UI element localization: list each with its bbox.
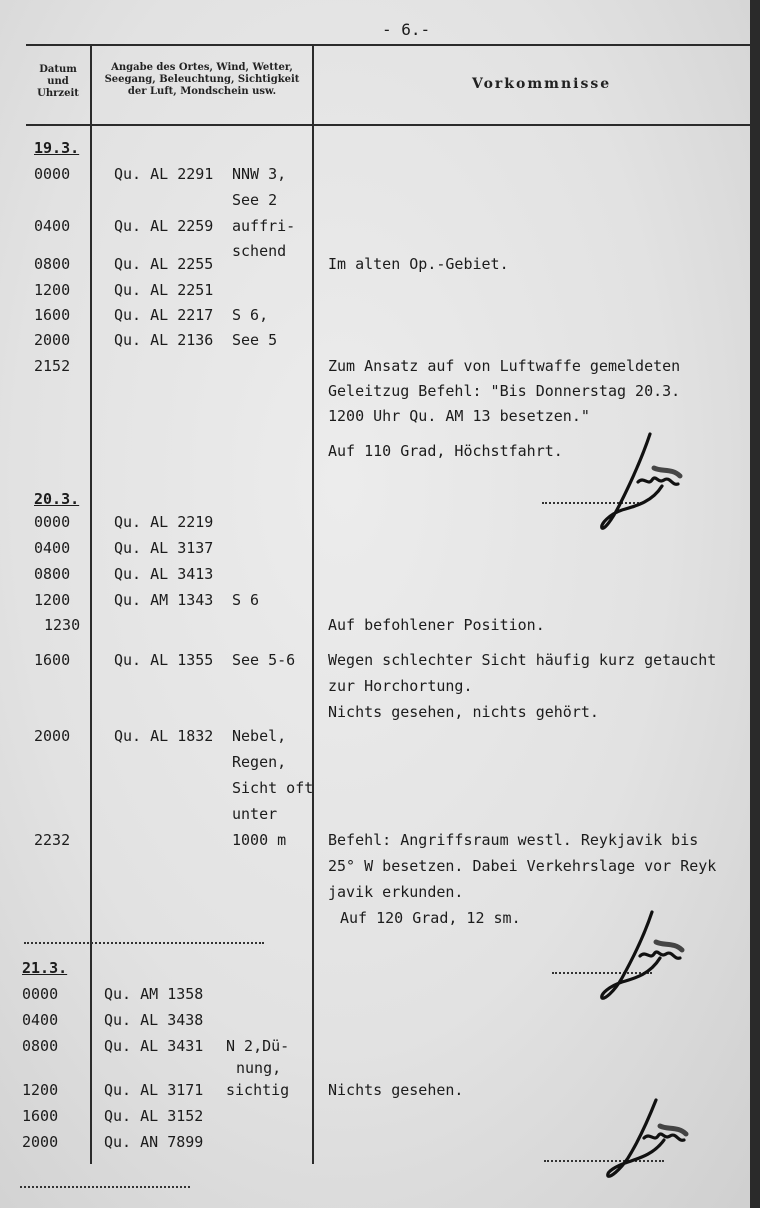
page-number: - 6.- — [382, 20, 431, 39]
event-line: Auf 120 Grad, 12 sm. — [340, 909, 521, 927]
time-cell: 1600 — [34, 651, 71, 669]
time-cell: 2232 — [34, 831, 71, 849]
time-cell: 1600 — [22, 1107, 59, 1125]
event-line: Auf befohlener Position. — [328, 616, 545, 634]
signature-icon — [592, 428, 692, 540]
position-cell: Qu. AL 2217 — [114, 306, 214, 324]
time-cell: 0000 — [34, 165, 71, 183]
event-line: Nichts gesehen. — [328, 1081, 464, 1099]
weather-cell: See 5 — [232, 331, 278, 349]
weather-cell: nung, — [236, 1059, 282, 1077]
position-cell: Qu. AL 2219 — [114, 513, 214, 531]
time-cell: 1200 — [22, 1081, 59, 1099]
weather-cell: S 6, — [232, 306, 269, 324]
position-cell: Qu. AL 2259 — [114, 217, 214, 235]
weather-cell: NNW 3, — [232, 165, 287, 183]
time-cell: 2000 — [34, 331, 71, 349]
position-cell: Qu. AM 1343 — [114, 591, 214, 609]
column-divider-2 — [312, 44, 314, 1164]
header-events: Vorkommnisse — [472, 76, 612, 92]
time-cell: 2000 — [34, 727, 71, 745]
header-date-line-2: und — [47, 76, 69, 87]
weather-cell: See 2 — [232, 191, 278, 209]
weather-cell: auffri- — [232, 217, 296, 235]
position-cell: Qu. AL 3137 — [114, 539, 214, 557]
header-location-line-3: der Luft, Mondschein usw. — [127, 86, 277, 97]
event-line: Im alten Op.-Gebiet. — [328, 255, 509, 273]
date-21-3: 21.3. — [22, 959, 68, 977]
weather-cell: Sicht oft — [232, 779, 314, 797]
weather-cell: 1000 m — [232, 831, 287, 849]
dotted-rule — [24, 942, 264, 944]
event-line: Befehl: Angriffsraum westl. Reykjavik bis — [328, 831, 699, 849]
weather-cell: unter — [232, 805, 278, 823]
position-cell: Qu. AL 2136 — [114, 331, 214, 349]
time-cell: 0800 — [34, 255, 71, 273]
event-line: Zum Ansatz auf von Luftwaffe gemeldeten — [328, 357, 681, 375]
event-line: Geleitzug Befehl: "Bis Donnerstag 20.3. — [328, 382, 681, 400]
event-line: zur Horchortung. — [328, 677, 473, 695]
time-cell: 0400 — [34, 539, 71, 557]
time-cell: 1230 — [44, 616, 81, 634]
event-line: Wegen schlechter Sicht häufig kurz getaucht — [328, 651, 717, 669]
weather-cell: See 5-6 — [232, 651, 296, 669]
date-20-3: 20.3. — [34, 490, 80, 508]
time-cell: 0400 — [22, 1011, 59, 1029]
position-cell: Qu. AL 3431 — [104, 1037, 204, 1055]
position-cell: Qu. AL 2251 — [114, 281, 214, 299]
position-cell: Qu. AM 1358 — [104, 985, 204, 1003]
event-line: Auf 110 Grad, Höchstfahrt. — [328, 442, 563, 460]
header-location-line-2: Seegang, Beleuchtung, Sichtigkeit — [104, 74, 300, 85]
header-rule — [26, 124, 750, 126]
top-rule — [26, 44, 750, 46]
weather-cell: sichtig — [226, 1081, 290, 1099]
event-line: 25° W besetzen. Dabei Verkehrslage vor Reyk — [328, 857, 717, 875]
event-line: Nichts gesehen, nichts gehört. — [328, 703, 599, 721]
position-cell: Qu. AL 2255 — [114, 255, 214, 273]
time-cell: 2152 — [34, 357, 71, 375]
weather-cell: Regen, — [232, 753, 287, 771]
position-cell: Qu. AL 1832 — [114, 727, 214, 745]
time-cell: 1200 — [34, 591, 71, 609]
column-divider-1 — [90, 44, 92, 1164]
page-edge-shadow — [750, 0, 760, 1208]
position-cell: Qu. AN 7899 — [104, 1133, 204, 1151]
time-cell: 0400 — [34, 217, 71, 235]
event-line: javik erkunden. — [328, 883, 464, 901]
weather-cell: Nebel, — [232, 727, 287, 745]
position-cell: Qu. AL 3438 — [104, 1011, 204, 1029]
weather-cell: schend — [232, 242, 287, 260]
header-date-line-3: Uhrzeit — [37, 88, 79, 99]
time-cell: 0000 — [22, 985, 59, 1003]
event-line: 1200 Uhr Qu. AM 13 besetzen." — [328, 407, 590, 425]
header-location-line-1: Angabe des Ortes, Wind, Wetter, — [111, 62, 293, 73]
weather-cell: N 2,Dü- — [226, 1037, 290, 1055]
signature-icon — [598, 1094, 696, 1186]
weather-cell: S 6 — [232, 591, 260, 609]
time-cell: 0800 — [22, 1037, 59, 1055]
time-cell: 2000 — [22, 1133, 59, 1151]
dotted-rule — [20, 1186, 190, 1188]
date-19-3: 19.3. — [34, 139, 80, 157]
position-cell: Qu. AL 3413 — [114, 565, 214, 583]
position-cell: Qu. AL 3171 — [104, 1081, 204, 1099]
header-date-time — [28, 64, 88, 100]
time-cell: 0800 — [34, 565, 71, 583]
position-cell: Qu. AL 1355 — [114, 651, 214, 669]
header-date-line-1: Datum — [39, 64, 77, 75]
position-cell: Qu. AL 3152 — [104, 1107, 204, 1125]
time-cell: 1600 — [34, 306, 71, 324]
signature-icon — [592, 906, 692, 1010]
time-cell: 0000 — [34, 513, 71, 531]
position-cell: Qu. AL 2291 — [114, 165, 214, 183]
time-cell: 1200 — [34, 281, 71, 299]
header-location-weather — [94, 62, 310, 98]
